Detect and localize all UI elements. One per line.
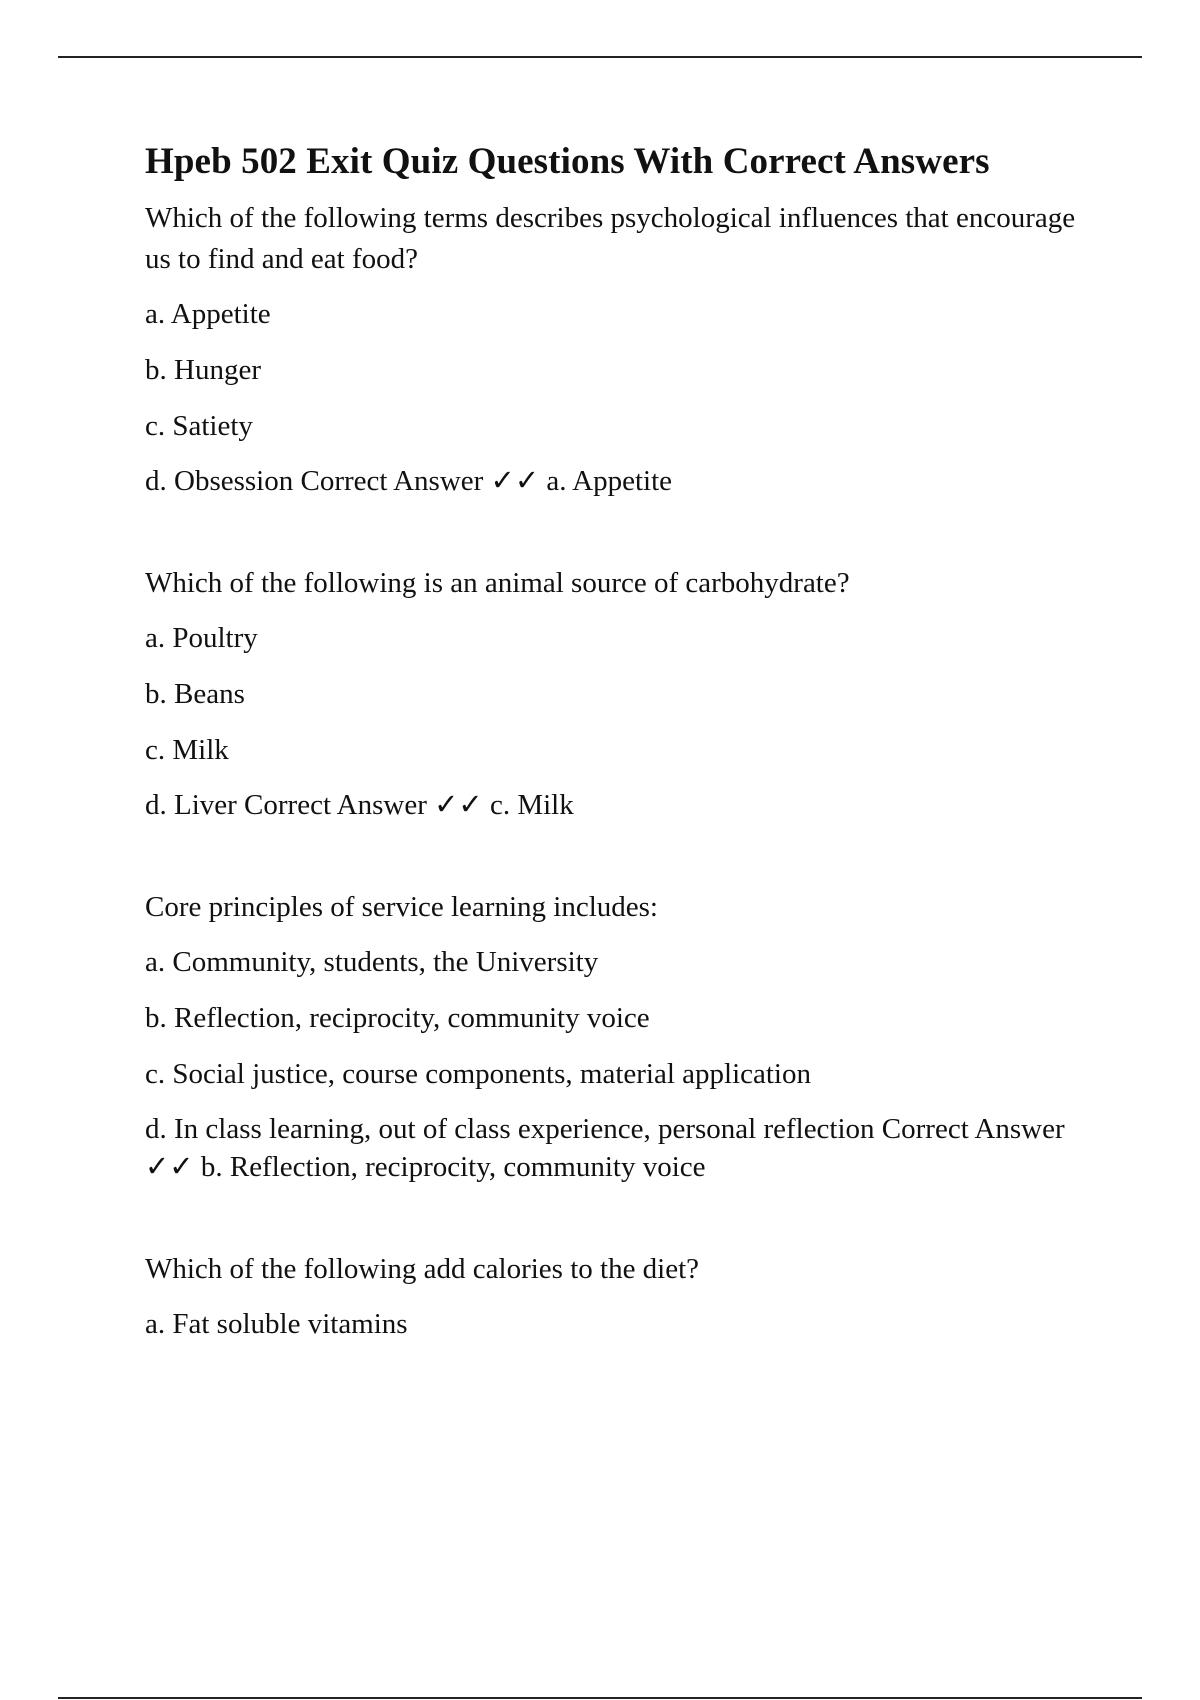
question-4 [145, 1249, 1085, 1345]
option-b: b. Reflection, reciprocity, community voice [145, 1002, 650, 1035]
question-text: Which of the following is an animal source of carbohydrate? [145, 567, 850, 600]
question-text: Which of the following add calories to the diet? [145, 1253, 700, 1286]
question-2 [145, 563, 1085, 824]
question-1 [145, 198, 1085, 500]
question-text: Core principles of service learning includes: [145, 891, 658, 924]
top-rule [58, 56, 1142, 58]
option-d-with-answer: d. In class learning, out of class experience, personal reflection Correct Answer ✓✓ b. Reflection, reciprocity, community voice [145, 1113, 1065, 1184]
page-title: Hpeb 502 Exit Quiz Questions With Correct Answers [145, 141, 990, 182]
option-a: a. Appetite [145, 298, 271, 331]
bottom-rule [58, 1697, 1142, 1699]
option-a: a. Poultry [145, 622, 258, 655]
option-a: a. Community, students, the University [145, 946, 599, 979]
document-body [145, 140, 1085, 1408]
option-c: c. Milk [145, 734, 229, 767]
option-d-with-answer: d. Obsession Correct Answer ✓✓ a. Appetite [145, 465, 673, 498]
option-c: c. Satiety [145, 410, 253, 443]
question-text: Which of the following terms describes psychological influences that encourage us to find and eat food? [145, 202, 1076, 276]
option-b: b. Beans [145, 678, 245, 711]
option-c: c. Social justice, course components, material application [145, 1058, 811, 1091]
option-d-with-answer: d. Liver Correct Answer ✓✓ c. Milk [145, 789, 574, 822]
question-3 [145, 887, 1085, 1186]
option-a: a. Fat soluble vitamins [145, 1308, 408, 1341]
option-b: b. Hunger [145, 354, 261, 387]
